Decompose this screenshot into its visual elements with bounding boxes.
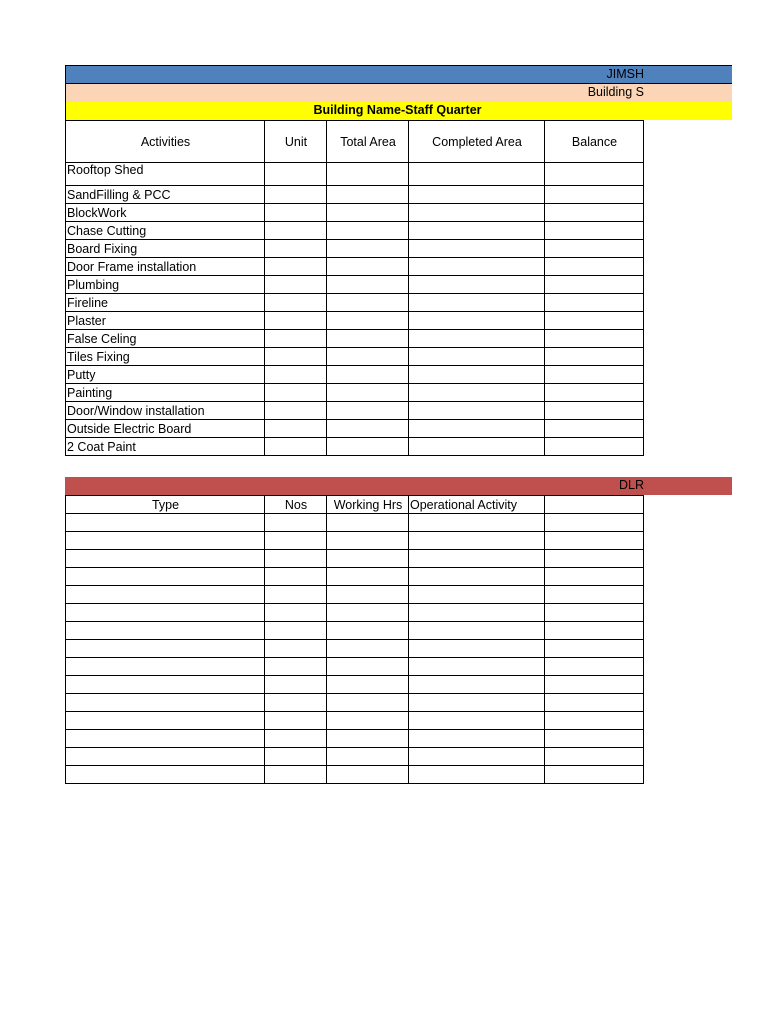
extra-cell[interactable] <box>545 514 644 532</box>
table-row <box>66 514 644 532</box>
activity-name[interactable]: Plaster <box>66 312 265 330</box>
extra-cell[interactable] <box>545 622 644 640</box>
table-row <box>66 420 644 438</box>
unit-cell[interactable] <box>265 222 327 240</box>
completed-area-cell[interactable] <box>409 258 545 276</box>
company-title: JIMSH <box>606 67 644 81</box>
extra-cell[interactable] <box>545 712 644 730</box>
balance-cell[interactable] <box>545 384 644 402</box>
working-hrs-cell[interactable] <box>327 730 409 748</box>
completed-area-cell[interactable] <box>409 438 545 456</box>
unit-cell[interactable] <box>265 204 327 222</box>
balance-cell[interactable] <box>545 204 644 222</box>
unit-cell[interactable] <box>265 258 327 276</box>
balance-cell[interactable] <box>545 402 644 420</box>
operational-activity-cell[interactable] <box>409 694 545 712</box>
unit-cell[interactable] <box>265 348 327 366</box>
table-row <box>66 532 644 550</box>
activity-name[interactable]: Board Fixing <box>66 240 265 258</box>
total-area-cell[interactable] <box>327 276 409 294</box>
table-row <box>66 766 644 784</box>
completed-area-cell[interactable] <box>409 420 545 438</box>
type-cell[interactable] <box>66 748 265 766</box>
extra-cell[interactable] <box>545 694 644 712</box>
working-hrs-cell[interactable] <box>327 586 409 604</box>
col-blank <box>545 496 644 514</box>
table-row <box>66 676 644 694</box>
completed-area-cell[interactable] <box>409 330 545 348</box>
operational-activity-cell[interactable] <box>409 604 545 622</box>
table-row <box>66 330 644 348</box>
dlr-table <box>65 495 644 784</box>
total-area-cell[interactable] <box>327 438 409 456</box>
type-cell[interactable] <box>66 676 265 694</box>
activity-name[interactable]: Putty <box>66 366 265 384</box>
activity-name[interactable]: Door Frame installation <box>66 258 265 276</box>
table-row <box>66 622 644 640</box>
nos-cell[interactable] <box>265 712 327 730</box>
balance-cell[interactable] <box>545 186 644 204</box>
nos-cell[interactable] <box>265 694 327 712</box>
working-hrs-cell[interactable] <box>327 712 409 730</box>
activity-name[interactable]: Painting <box>66 384 265 402</box>
completed-area-cell[interactable] <box>409 366 545 384</box>
type-cell[interactable] <box>66 550 265 568</box>
col-type: Type <box>66 496 265 514</box>
extra-cell[interactable] <box>545 730 644 748</box>
unit-cell[interactable] <box>265 366 327 384</box>
operational-activity-cell[interactable] <box>409 766 545 784</box>
total-area-cell[interactable] <box>327 204 409 222</box>
table-row <box>66 384 644 402</box>
working-hrs-cell[interactable] <box>327 676 409 694</box>
activity-name[interactable]: 2 Coat Paint <box>66 438 265 456</box>
col-nos: Nos <box>265 496 327 514</box>
table-row <box>66 240 644 258</box>
activity-name[interactable]: SandFilling & PCC <box>66 186 265 204</box>
extra-cell[interactable] <box>545 766 644 784</box>
nos-cell[interactable] <box>265 532 327 550</box>
balance-cell[interactable] <box>545 258 644 276</box>
balance-cell[interactable] <box>545 366 644 384</box>
table-row <box>66 694 644 712</box>
extra-cell[interactable] <box>545 550 644 568</box>
table-row <box>66 712 644 730</box>
working-hrs-cell[interactable] <box>327 550 409 568</box>
total-area-cell[interactable] <box>327 366 409 384</box>
table-row <box>66 550 644 568</box>
activity-name[interactable]: Tiles Fixing <box>66 348 265 366</box>
operational-activity-cell[interactable] <box>409 712 545 730</box>
working-hrs-cell[interactable] <box>327 694 409 712</box>
col-working-hrs: Working Hrs <box>327 496 409 514</box>
completed-area-cell[interactable] <box>409 402 545 420</box>
working-hrs-cell[interactable] <box>327 748 409 766</box>
activity-name[interactable]: False Celing <box>66 330 265 348</box>
total-area-cell[interactable] <box>327 348 409 366</box>
table-row <box>66 204 644 222</box>
table-row <box>66 222 644 240</box>
nos-cell[interactable] <box>265 622 327 640</box>
extra-cell[interactable] <box>545 586 644 604</box>
working-hrs-cell[interactable] <box>327 658 409 676</box>
extra-cell[interactable] <box>545 676 644 694</box>
total-area-cell[interactable] <box>327 402 409 420</box>
working-hrs-cell[interactable] <box>327 640 409 658</box>
table-row <box>66 748 644 766</box>
completed-area-cell[interactable] <box>409 240 545 258</box>
table-row <box>66 276 644 294</box>
operational-activity-cell[interactable] <box>409 640 545 658</box>
balance-cell[interactable] <box>545 222 644 240</box>
extra-cell[interactable] <box>545 658 644 676</box>
type-cell[interactable] <box>66 514 265 532</box>
nos-cell[interactable] <box>265 640 327 658</box>
table-row <box>66 730 644 748</box>
unit-cell[interactable] <box>265 186 327 204</box>
table-row <box>66 568 644 586</box>
col-activities: Activities <box>66 121 265 163</box>
nos-cell[interactable] <box>265 766 327 784</box>
nos-cell[interactable] <box>265 748 327 766</box>
completed-area-cell[interactable] <box>409 294 545 312</box>
extra-cell[interactable] <box>545 748 644 766</box>
total-area-cell[interactable] <box>327 330 409 348</box>
table-row <box>66 658 644 676</box>
table-row <box>66 186 644 204</box>
total-area-cell[interactable] <box>327 420 409 438</box>
operational-activity-cell[interactable] <box>409 676 545 694</box>
table-row <box>66 604 644 622</box>
col-balance: Balance <box>545 121 644 163</box>
type-cell[interactable] <box>66 640 265 658</box>
building-name: Building Name-Staff Quarter <box>313 103 482 117</box>
unit-cell[interactable] <box>265 276 327 294</box>
balance-cell[interactable] <box>545 294 644 312</box>
col-completed-area: Completed Area <box>409 121 545 163</box>
working-hrs-cell[interactable] <box>327 766 409 784</box>
unit-cell[interactable] <box>265 312 327 330</box>
unit-cell[interactable] <box>265 402 327 420</box>
table-row <box>66 348 644 366</box>
activity-name[interactable]: Door/Window installation <box>66 402 265 420</box>
completed-area-cell[interactable] <box>409 186 545 204</box>
total-area-cell[interactable] <box>327 258 409 276</box>
col-unit: Unit <box>265 121 327 163</box>
nos-cell[interactable] <box>265 550 327 568</box>
completed-area-cell[interactable] <box>409 384 545 402</box>
working-hrs-cell[interactable] <box>327 532 409 550</box>
table-row <box>66 402 644 420</box>
operational-activity-cell[interactable] <box>409 550 545 568</box>
completed-area-cell[interactable] <box>409 163 545 186</box>
balance-cell[interactable] <box>545 330 644 348</box>
operational-activity-cell[interactable] <box>409 568 545 586</box>
unit-cell[interactable] <box>265 294 327 312</box>
building-subtitle: Building S <box>587 85 644 99</box>
extra-cell[interactable] <box>545 532 644 550</box>
unit-cell[interactable] <box>265 438 327 456</box>
type-cell[interactable] <box>66 622 265 640</box>
working-hrs-cell[interactable] <box>327 622 409 640</box>
table-row <box>66 366 644 384</box>
nos-cell[interactable] <box>265 676 327 694</box>
table-row <box>66 586 644 604</box>
type-cell[interactable] <box>66 568 265 586</box>
operational-activity-cell[interactable] <box>409 658 545 676</box>
extra-cell[interactable] <box>545 604 644 622</box>
nos-cell[interactable] <box>265 586 327 604</box>
type-cell[interactable] <box>66 604 265 622</box>
working-hrs-cell[interactable] <box>327 604 409 622</box>
nos-cell[interactable] <box>265 730 327 748</box>
total-area-cell[interactable] <box>327 240 409 258</box>
activity-name[interactable]: Fireline <box>66 294 265 312</box>
type-cell[interactable] <box>66 712 265 730</box>
table-row <box>66 438 644 456</box>
total-area-cell[interactable] <box>327 186 409 204</box>
operational-activity-cell[interactable] <box>409 514 545 532</box>
nos-cell[interactable] <box>265 604 327 622</box>
activity-name[interactable]: Plumbing <box>66 276 265 294</box>
nos-cell[interactable] <box>265 658 327 676</box>
completed-area-cell[interactable] <box>409 222 545 240</box>
nos-cell[interactable] <box>265 514 327 532</box>
activity-name[interactable]: Outside Electric Board <box>66 420 265 438</box>
completed-area-cell[interactable] <box>409 348 545 366</box>
unit-cell[interactable] <box>265 240 327 258</box>
type-cell[interactable] <box>66 658 265 676</box>
completed-area-cell[interactable] <box>409 276 545 294</box>
total-area-cell[interactable] <box>327 312 409 330</box>
unit-cell[interactable] <box>265 330 327 348</box>
extra-cell[interactable] <box>545 568 644 586</box>
operational-activity-cell[interactable] <box>409 586 545 604</box>
operational-activity-cell[interactable] <box>409 730 545 748</box>
working-hrs-cell[interactable] <box>327 514 409 532</box>
type-cell[interactable] <box>66 532 265 550</box>
activities-table <box>65 120 644 456</box>
nos-cell[interactable] <box>265 568 327 586</box>
total-area-cell[interactable] <box>327 294 409 312</box>
operational-activity-cell[interactable] <box>409 532 545 550</box>
balance-cell[interactable] <box>545 312 644 330</box>
operational-activity-cell[interactable] <box>409 748 545 766</box>
type-cell[interactable] <box>66 766 265 784</box>
operational-activity-cell[interactable] <box>409 622 545 640</box>
completed-area-cell[interactable] <box>409 312 545 330</box>
unit-cell[interactable] <box>265 384 327 402</box>
activity-name[interactable]: Chase Cutting <box>66 222 265 240</box>
type-cell[interactable] <box>66 730 265 748</box>
table-row <box>66 163 644 186</box>
unit-cell[interactable] <box>265 163 327 186</box>
working-hrs-cell[interactable] <box>327 568 409 586</box>
balance-cell[interactable] <box>545 276 644 294</box>
balance-cell[interactable] <box>545 240 644 258</box>
total-area-cell[interactable] <box>327 384 409 402</box>
type-cell[interactable] <box>66 694 265 712</box>
table-row <box>66 258 644 276</box>
col-operational-activity: Operational Activity <box>409 496 545 514</box>
total-area-cell[interactable] <box>327 163 409 186</box>
completed-area-cell[interactable] <box>409 204 545 222</box>
balance-cell[interactable] <box>545 348 644 366</box>
activity-name[interactable]: Rooftop Shed <box>66 163 265 186</box>
total-area-cell[interactable] <box>327 222 409 240</box>
table-row <box>66 294 644 312</box>
balance-cell[interactable] <box>545 420 644 438</box>
balance-cell[interactable] <box>545 438 644 456</box>
balance-cell[interactable] <box>545 163 644 186</box>
table-row <box>66 640 644 658</box>
col-total-area: Total Area <box>327 121 409 163</box>
dlr-title: DLR <box>618 478 644 492</box>
extra-cell[interactable] <box>545 640 644 658</box>
unit-cell[interactable] <box>265 420 327 438</box>
table-row <box>66 312 644 330</box>
activity-name[interactable]: BlockWork <box>66 204 265 222</box>
type-cell[interactable] <box>66 586 265 604</box>
